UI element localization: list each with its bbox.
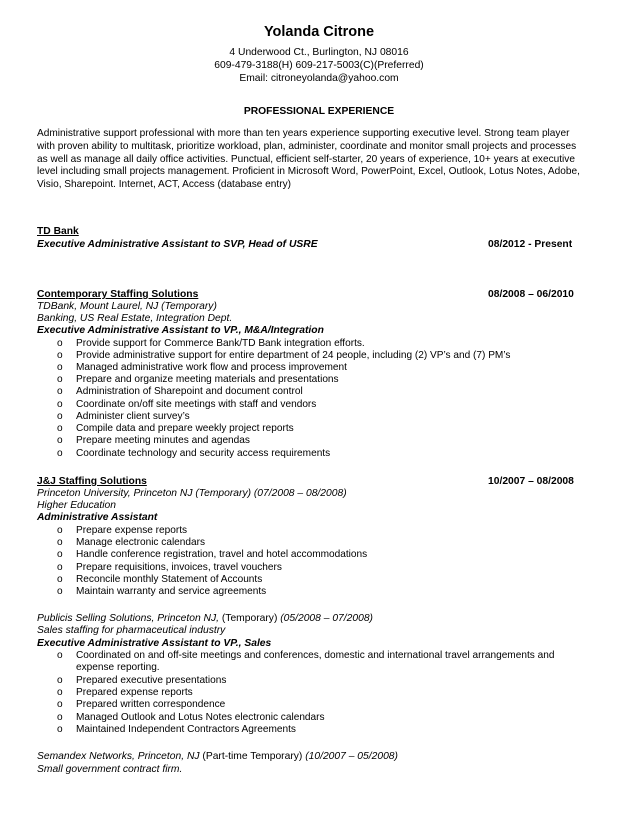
bullet-marker-icon: o <box>57 724 63 735</box>
bullet-marker-icon: o <box>57 650 63 661</box>
dates-contemporary-staffing: 08/2008 – 06/2010 <box>488 289 574 300</box>
company-jj-staffing: J&J Staffing Solutions <box>37 476 147 487</box>
bullet-marker-icon: o <box>57 338 63 349</box>
industry-detail: Higher Education <box>37 500 116 511</box>
employer-detail: TDBank, Mount Laurel, NJ (Temporary) <box>37 301 217 312</box>
company-td-bank: TD Bank <box>37 226 79 237</box>
section-title: PROFESSIONAL EXPERIENCE <box>243 106 395 117</box>
summary-paragraph <box>37 128 607 192</box>
phone-line: 609-479-3188(H) 609-217-5003(C)(Preferred) <box>214 60 424 71</box>
bullet-marker-icon: o <box>57 574 63 585</box>
summary-line: as well as manage all daily office activities. Punctual, efficient self-starter, 20 years of experience, 10+ years at executive <box>37 153 575 165</box>
address-line: 4 Underwood Ct., Burlington, NJ 08016 <box>229 47 409 58</box>
bullet-marker-icon: o <box>57 687 63 698</box>
industry-detail: Small government contract firm. <box>37 764 183 775</box>
industry-detail: Sales staffing for pharmaceutical industry <box>37 625 226 636</box>
bullet-marker-icon: o <box>57 374 63 385</box>
dates-td-bank: 08/2012 - Present <box>488 239 573 250</box>
employer-detail: Princeton University, Princeton NJ (Temporary) (07/2008 – 08/2008) <box>37 488 347 499</box>
role-td-bank: Executive Administrative Assistant to SVP, Head of USRE <box>37 239 318 250</box>
bullet-marker-icon: o <box>57 362 63 373</box>
employer-detail: Publicis Selling Solutions, Princeton NJ, (Temporary) (05/2008 – 07/2008) <box>37 613 373 624</box>
dates-jj-staffing: 10/2007 – 08/2008 <box>488 476 574 487</box>
summary-line: level including small projects management. Proficient in Microsoft Word, PowerPoint, Excel, Outlook, Lotus Notes, Adobe, <box>37 166 580 178</box>
bullet-marker-icon: o <box>57 423 63 434</box>
summary-line: Visio, Sharepoint. Internet, ACT, Access (database entry) <box>37 179 291 191</box>
bullet-marker-icon: o <box>57 386 63 397</box>
bullet-marker-icon: o <box>57 435 63 446</box>
bullet-marker-icon: o <box>57 448 63 459</box>
bullet-marker-icon: o <box>57 411 63 422</box>
bullet-marker-icon: o <box>57 699 63 710</box>
email-line: Email: citroneyolanda@yahoo.com <box>239 73 399 84</box>
summary-line: Administrative support professional with more than ten years experience supporting executive level. Strong team player <box>37 128 570 139</box>
bullet-marker-icon: o <box>57 525 63 536</box>
bullet-marker-icon: o <box>57 399 63 410</box>
employer-detail: Semandex Networks, Princeton, NJ (Part-time Temporary) (10/2007 – 05/2008) <box>37 751 398 762</box>
bullet-marker-icon: o <box>57 537 63 548</box>
bullet-marker-icon: o <box>57 562 63 573</box>
company-contemporary-staffing: Contemporary Staffing Solutions <box>37 289 199 300</box>
bullet-marker-icon: o <box>57 350 63 361</box>
industry-detail: Banking, US Real Estate, Integration Dept. <box>37 313 233 324</box>
summary-line: with proven ability to multitask, prioritize workload, plan, administer, coordinate and monitor small projects and processes <box>37 140 577 152</box>
bullet-marker-icon: o <box>57 675 63 686</box>
candidate-name: Yolanda Citrone <box>263 24 375 40</box>
bullet-marker-icon: o <box>57 586 63 597</box>
role-jj-staffing: Administrative Assistant <box>37 512 158 523</box>
role-publicis: Executive Administrative Assistant to VP., Sales <box>37 638 272 649</box>
bullet-marker-icon: o <box>57 549 63 560</box>
role-contemporary-staffing: Executive Administrative Assistant to VP., M&A/Integration <box>37 325 324 336</box>
resume-page: Yolanda Citrone 4 Underwood Ct., Burlington, NJ 08016 609-479-3188(H) 609-217-5003(C)(Preferred) Email: citroneyolanda@yahoo.com PROFESSIONAL EXPERIENCE Administrative support professional with more than ten years experience supporting executive level. Strong team player with proven ability to multitask, prioritize workload, plan, administer, coordinate and monitor small projects and processes as well as manage all daily office activities. Punctual, efficient self-starter, 20 years of experience, 10+ years at executive level including small projects management. Proficient in Microsoft Word, PowerPoint, Excel, Outlook, Lotus Notes, Adobe, Visio, Sharepoint. Internet, ACT, Access (database entry) TD Bank Executive Administrative Assistant to SVP, Head of USRE 08/2012 - Present Contemporary Staffing Solutions 08/2008 – 06/2010 TDBank, Mount Laurel, NJ (Temporary) Banking, US Real Estate, Integration Dept. Executive Administrative Assistant to VP., M&A/Integration o Provide support for Commerce Bank/TD Bank integration efforts. o Provide administrative support for entire department of 24 people, including (2) VP’s and (7) PM’s o Managed administrative work flow and process improvement o Prepare and organize meeting materials and presentations o Administration of Sharepoint and document control o Coordinate on/off site meetings with staff and vendors o Administer client survey’s o Compile data and prepare weekly project reports o Prepare meeting minutes and agendas o Coordinate technology and security access requirements J&J Staffing Solutions 10/2007 – 08/2008 Princeton University, Princeton NJ (Temporary) (07/2008 – 08/2008) Higher Education Administrative Assistant o Prepare expense reports o Manage electronic calendars o Handle conference registration, travel and hotel accommodations o Prepare requisitions, invoices, travel vouchers o Reconcile monthly Statement of Accounts o Maintain warranty and service agreements Publicis Selling Solutions, Princeton NJ, (Temporary) (05/2008 – 07/2008) Sales staffing for pharmaceutical industry Executive Administrative Assistant to VP., Sales o Coordinated on and off-site meetings and conferences, domestic and international travel arrangements and expense reporting. o Prepared executive presentations o Prepared expense reports o Prepared written correspondence o Managed Outlook and Lotus Notes electronic calendars o Maintained Independent Contractors Agreements Semandex Networks, Princeton, NJ (Part-time Temporary) (10/2007 – 05/2008) Small government contract firm. <box>0 0 638 826</box>
bullet-marker-icon: o <box>57 712 63 723</box>
